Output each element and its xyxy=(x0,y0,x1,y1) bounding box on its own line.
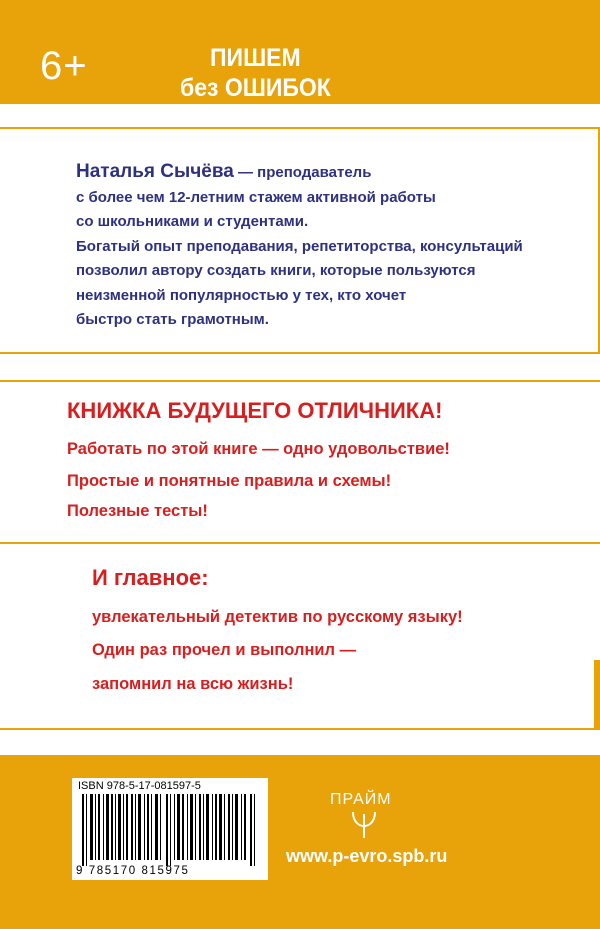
barcode-number: 9 785170 815975 xyxy=(76,865,190,877)
age-rating: 6+ xyxy=(40,44,88,88)
main-point-title: И главное: xyxy=(92,565,209,590)
promo-bullet: Простые и понятные правила и схемы! xyxy=(67,472,392,490)
bio-line: Богатый опыт преподавания, репетиторства, консультаций xyxy=(76,237,523,255)
series-title-line1: ПИШЕМ xyxy=(210,44,301,72)
publisher-website: www.p-evro.spb.ru xyxy=(286,846,448,866)
main-point-line: увлекательный детектив по русскому языку! xyxy=(92,608,463,626)
main-point-line: запомнил на всю жизнь! xyxy=(92,675,294,693)
barcode-bars xyxy=(78,794,262,866)
author-bio xyxy=(76,160,596,333)
bio-line: неизменной популярностью у тех, кто хочет xyxy=(76,286,407,304)
isbn-label: ISBN 978-5-17-081597-5 xyxy=(78,780,201,792)
promo-headline: КНИЖКА БУДУЩЕГО ОТЛИЧНИКА! xyxy=(67,398,443,423)
barcode xyxy=(72,778,268,880)
publisher-name: ПРАЙМ xyxy=(330,791,392,808)
bio-line: позволил автору создать книги, которые пользуются xyxy=(76,262,476,279)
bio-line: со школьниками и студентами. xyxy=(76,213,309,230)
divider-line xyxy=(0,127,600,129)
promo-bullet: Полезные тесты! xyxy=(67,502,208,520)
bio-line: с более чем 12-летним стажем активной работы xyxy=(76,188,436,206)
promo-bullet: Работать по этой книге — одно удовольствие! xyxy=(67,440,450,458)
author-name: Наталья Сычёва xyxy=(76,161,234,182)
main-point-line: Один раз прочел и выполнил — xyxy=(92,641,357,659)
divider-line xyxy=(0,728,600,730)
divider-line xyxy=(0,352,600,354)
side-accent-bar xyxy=(594,660,600,730)
trident-logo-icon xyxy=(349,808,379,840)
series-title-line2: без ОШИБОК xyxy=(180,74,331,102)
bio-line: быстро стать грамотным. xyxy=(76,311,269,328)
divider-line xyxy=(0,380,600,382)
bio-first-line: Наталья Сычёва — преподаватель xyxy=(76,161,372,182)
divider-line xyxy=(0,542,600,544)
